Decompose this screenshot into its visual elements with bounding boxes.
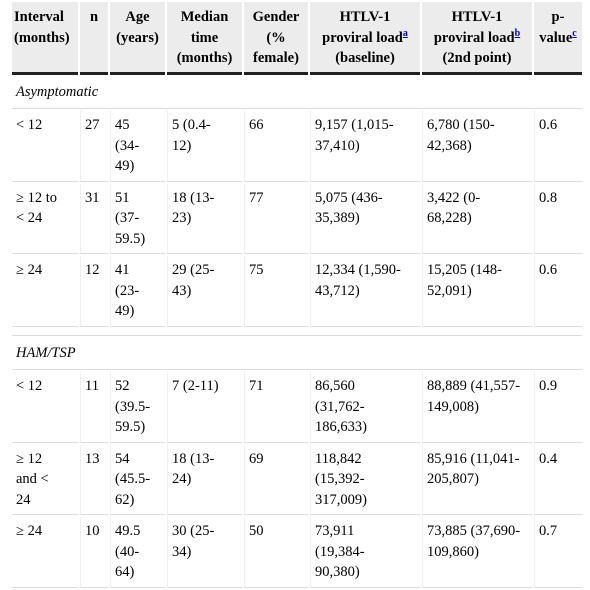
cell-line: (34-: [115, 137, 140, 154]
cell-interval: [12, 111, 78, 182]
cell-line: 12): [172, 137, 192, 154]
cell-pvl-2nd: [422, 372, 532, 443]
cell-pvl-base: [310, 256, 420, 327]
cell-age: [110, 256, 165, 327]
cell-line: 109,860): [427, 543, 479, 560]
cell-pvl-2nd: [422, 517, 532, 588]
cell-interval: [12, 517, 78, 588]
cell-line: 118,842: [315, 450, 362, 467]
cell-age: [110, 184, 165, 255]
cell-line: 73,885 (37,690-: [427, 523, 521, 539]
table-body: [12, 77, 582, 588]
cell-line: (31,762-: [315, 398, 365, 415]
cell-gender: 75: [244, 256, 308, 327]
cell-median: [167, 372, 242, 443]
cell-line: 64): [115, 564, 135, 580]
cell-line: (40-: [115, 543, 140, 560]
cell-n: 10: [80, 517, 108, 588]
cell-gender: 69: [244, 445, 308, 516]
cell-line: 73,911: [315, 523, 355, 539]
section-title: Asymptomatic: [12, 77, 582, 110]
cell-pvl-2nd: [422, 111, 532, 182]
cell-line: 62): [115, 491, 135, 508]
cell-pvl-base: [310, 372, 420, 443]
cell-median: [167, 111, 242, 182]
section-header-row: [12, 77, 582, 110]
cell-gender: 50: [244, 517, 308, 588]
cell-pvl-base: [310, 445, 420, 516]
cell-line: (23-: [115, 282, 140, 299]
header-interval: Interval (months): [12, 2, 78, 75]
cell-line: ≥ 24: [16, 262, 43, 278]
cell-pvl-base: [310, 184, 420, 255]
cell-line: 86,560: [315, 378, 355, 394]
cell-p: 0.6: [534, 111, 582, 182]
cell-pvl-base: [310, 517, 420, 588]
cell-line: 35,389): [315, 210, 360, 226]
cell-line: (39.5-: [115, 398, 151, 415]
table-row: [12, 256, 582, 327]
cell-line: (45.5-: [115, 471, 151, 487]
cell-interval: [12, 372, 78, 443]
cell-line: 9,157 (1,015-: [315, 117, 394, 133]
cell-interval: [12, 445, 78, 516]
cell-median: [167, 445, 242, 516]
cell-line: 12,334 (1,590-: [315, 262, 401, 278]
section-header-row: [12, 338, 582, 371]
cell-n: 12: [80, 256, 108, 327]
table-row: [12, 372, 582, 443]
cell-pvl-2nd: [422, 256, 532, 327]
header-median-time: Median time (months): [167, 2, 242, 75]
cell-line: 3,422 (0-: [427, 189, 481, 206]
cell-median: [167, 184, 242, 255]
cell-line: (37-: [115, 210, 140, 226]
header-pvl-2nd: HTLV-1 proviral load$^b$ (2nd point): [422, 2, 532, 75]
cell-interval: [12, 184, 78, 255]
cell-line: 59.5): [115, 419, 146, 435]
cell-line: (15,392-: [315, 471, 365, 487]
cell-line: < 24: [16, 210, 43, 226]
footnote-link-c[interactable]: c: [572, 27, 577, 39]
cell-line: 88,889 (41,557-: [427, 378, 521, 394]
cell-n: 27: [80, 111, 108, 182]
cell-age: [110, 111, 165, 182]
cell-line: 5,075 (436-: [315, 189, 383, 206]
cell-line: < 12: [16, 378, 43, 394]
cell-line: 52: [115, 378, 130, 394]
cell-gender: 77: [244, 184, 308, 255]
cell-line: (19,384-: [315, 543, 365, 560]
cell-line: 23): [172, 210, 192, 226]
section-title: HAM/TSP: [12, 338, 582, 371]
header-pvl-baseline: HTLV-1 proviral load$^a$ (baseline): [310, 2, 420, 75]
cell-line: 24): [172, 471, 192, 487]
cell-line: < 12: [16, 117, 43, 133]
cell-line: and <: [16, 471, 49, 487]
cell-line: ≥ 24: [16, 523, 43, 539]
cell-line: ≥ 12: [16, 450, 43, 467]
cell-p: 0.8: [534, 184, 582, 255]
cell-p: 0.6: [534, 256, 582, 327]
cell-median: [167, 517, 242, 588]
cell-line: 149,008): [427, 398, 479, 415]
cell-line: 30 (25-: [172, 523, 215, 539]
cell-line: 43,712): [315, 282, 360, 299]
cell-line: 29 (25-: [172, 262, 215, 278]
header-row: [12, 2, 582, 75]
cell-line: 317,009): [315, 491, 367, 508]
cell-line: 49): [115, 303, 135, 319]
cell-interval: [12, 256, 78, 327]
cell-median: [167, 256, 242, 327]
header-p-value: p- value$^c$: [534, 2, 582, 75]
header-n: n: [80, 2, 108, 75]
cell-pvl-2nd: [422, 184, 532, 255]
cell-p: 0.9: [534, 372, 582, 443]
cell-line: 49): [115, 158, 135, 174]
table-row: [12, 517, 582, 588]
section-spacer: [12, 329, 582, 336]
cell-line: 43): [172, 282, 192, 299]
cell-pvl-base: [310, 111, 420, 182]
cell-line: 45: [115, 117, 130, 133]
cell-n: 11: [80, 372, 108, 443]
cell-line: 34): [172, 543, 192, 560]
table-row: [12, 184, 582, 255]
cell-line: 59.5): [115, 230, 146, 247]
cell-line: 205,807): [427, 471, 479, 487]
cell-p: 0.7: [534, 517, 582, 588]
cell-line: 6,780 (150-: [427, 117, 495, 133]
cell-line: 90,380): [315, 564, 360, 580]
cell-age: [110, 445, 165, 516]
cell-pvl-2nd: [422, 445, 532, 516]
cell-line: 37,410): [315, 137, 360, 154]
cell-n: 13: [80, 445, 108, 516]
cell-line: 41: [115, 262, 130, 278]
footnote-link-b[interactable]: b: [514, 27, 521, 39]
cell-line: 42,368): [427, 137, 472, 154]
cell-line: 52,091): [427, 282, 472, 299]
cell-line: 51: [115, 189, 130, 206]
cell-gender: 66: [244, 111, 308, 182]
footnote-link-a[interactable]: a: [402, 27, 408, 39]
cell-line: 5 (0.4-: [172, 117, 211, 133]
table-row: [12, 445, 582, 516]
cell-line: 18 (13-: [172, 189, 215, 206]
cell-line: 7 (2-11): [172, 378, 219, 394]
cell-line: 85,916 (11,041-: [427, 450, 520, 467]
table-row: [12, 111, 582, 182]
cell-line: ≥ 12 to: [16, 189, 57, 206]
cell-p: 0.4: [534, 445, 582, 516]
cell-line: 24: [16, 491, 31, 508]
cell-line: 68,228): [427, 210, 472, 226]
header-age: Age (years): [110, 2, 165, 75]
cell-age: [110, 517, 165, 588]
cell-line: 54: [115, 450, 130, 467]
cell-age: [110, 372, 165, 443]
cell-gender: 71: [244, 372, 308, 443]
results-table: [10, 0, 584, 590]
cell-line: 186,633): [315, 419, 367, 435]
header-gender: Gender (% female): [244, 2, 308, 75]
cell-line: 18 (13-: [172, 450, 215, 467]
cell-line: 49.5: [115, 523, 141, 539]
cell-line: 15,205 (148-: [427, 262, 502, 278]
cell-n: 31: [80, 184, 108, 255]
